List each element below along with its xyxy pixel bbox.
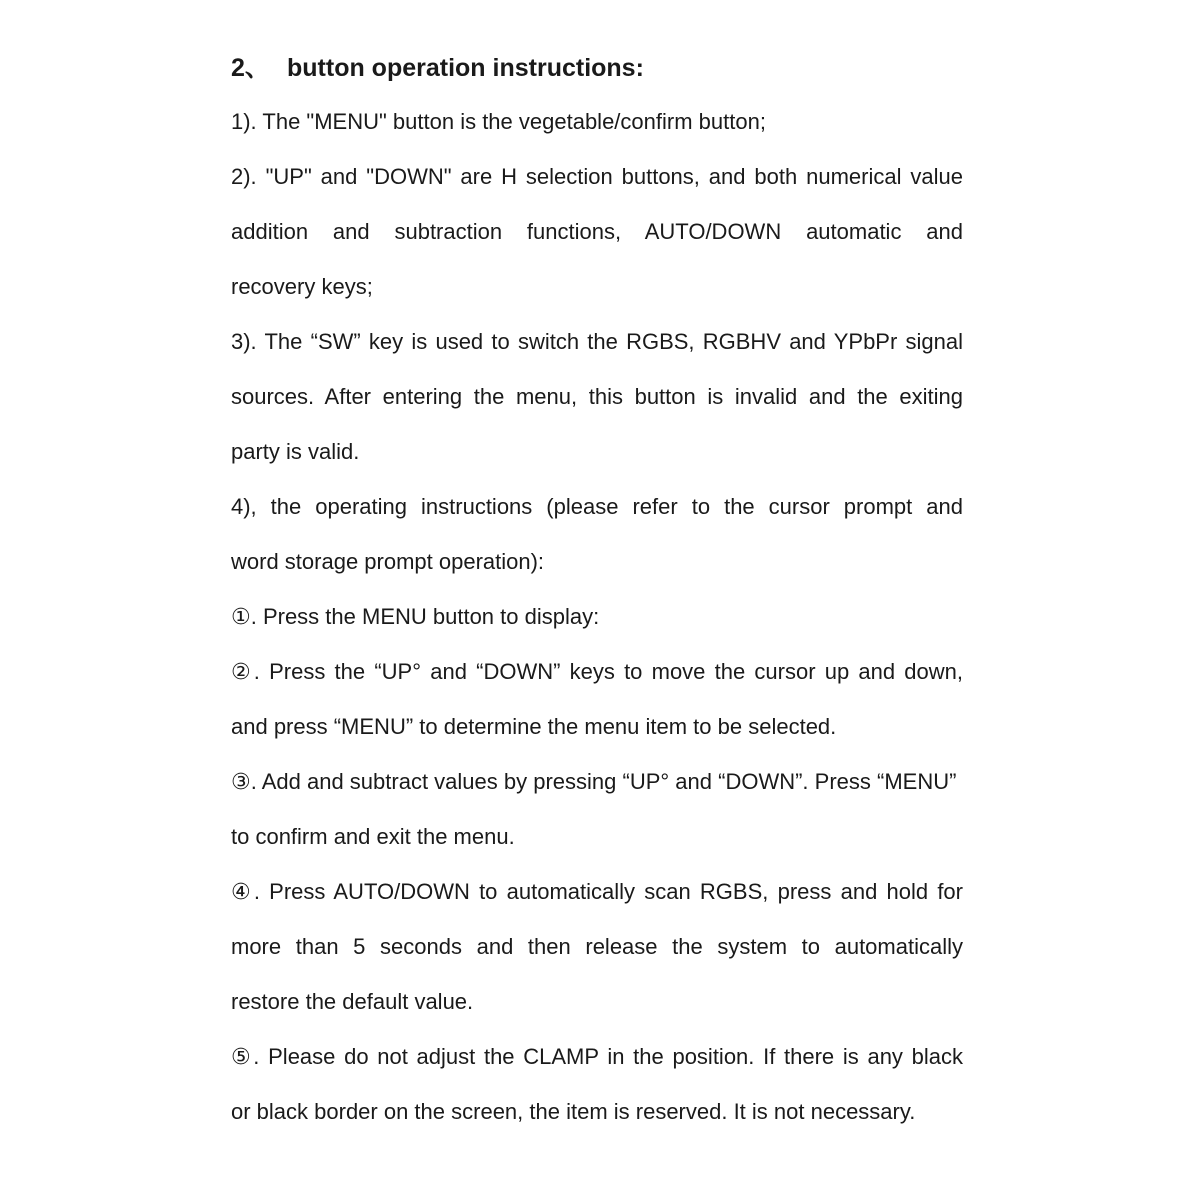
instruction-line: and press “MENU” to determine the menu item to be selected. [231, 714, 837, 739]
instruction-line: party is valid. [231, 439, 360, 464]
instruction-line: ②. Press the “UP° and “DOWN” keys to move the cursor up and down, [231, 659, 963, 684]
instruction-line: sources. After entering the menu, this button is invalid and the exiting [231, 384, 963, 409]
instruction-line: 2). "UP" and "DOWN" are H selection buttons, and both numerical value [231, 164, 963, 189]
instruction-line: or black border on the screen, the item is reserved. It is not necessary. [231, 1099, 916, 1124]
section-title: button operation instructions: [287, 54, 644, 82]
instruction-line: ③. Add and subtract values by pressing “UP° and “DOWN”. Press “MENU” [231, 769, 957, 794]
instruction-line: 3). The “SW” key is used to switch the RGBS, RGBHV and YPbPr signal [231, 329, 963, 354]
instruction-line: 1). The "MENU" button is the vegetable/confirm button; [231, 109, 766, 134]
instruction-line: word storage prompt operation): [231, 549, 545, 574]
instruction-line: recovery keys; [231, 274, 373, 299]
instruction-line: addition and subtraction functions, AUTO/DOWN automatic and [231, 219, 963, 244]
instruction-line: ⑤. Please do not adjust the CLAMP in the position. If there is any black [231, 1044, 963, 1069]
instruction-line: restore the default value. [231, 989, 474, 1014]
section-heading [231, 48, 644, 88]
instruction-line: 4), the operating instructions (please refer to the cursor prompt and [231, 494, 963, 519]
instruction-line: more than 5 seconds and then release the system to automatically [231, 934, 963, 959]
instruction-line: ④. Press AUTO/DOWN to automatically scan RGBS, press and hold for [231, 879, 963, 904]
section-number: 2、 [231, 54, 270, 82]
instruction-line: ①. Press the MENU button to display: [231, 604, 600, 629]
instruction-line: to confirm and exit the menu. [231, 824, 515, 849]
